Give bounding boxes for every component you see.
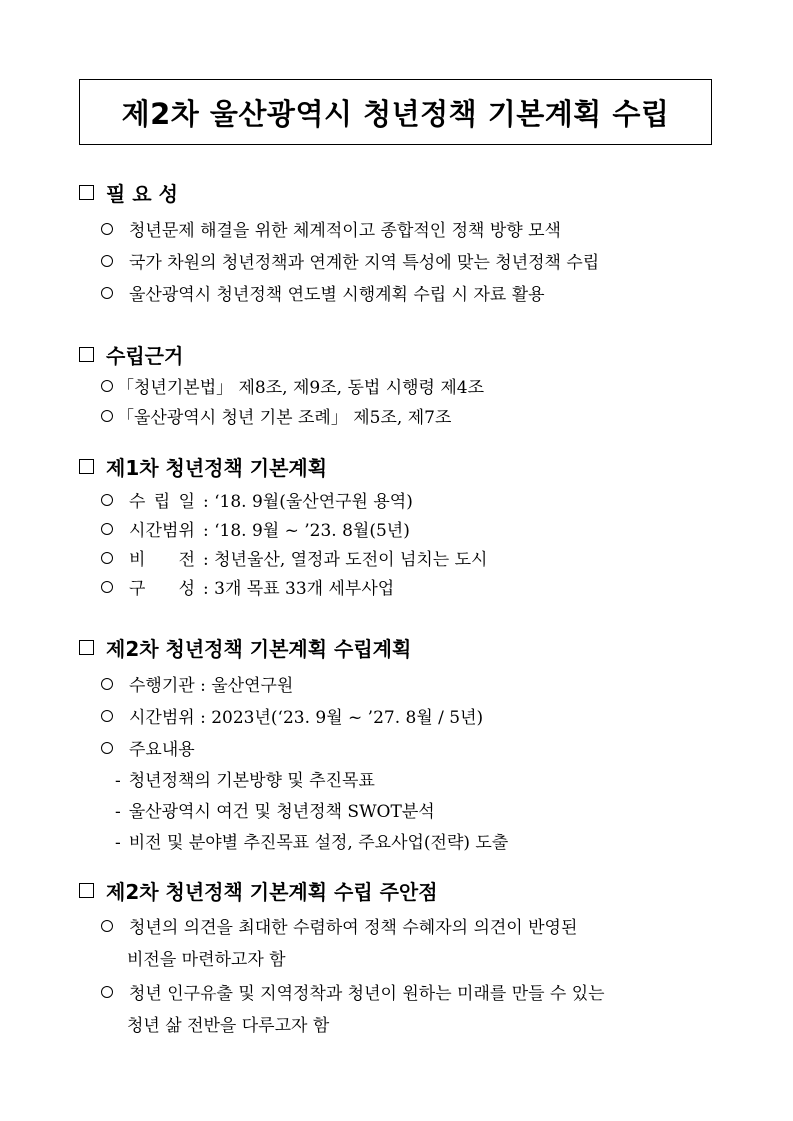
sub-list-item [115, 766, 375, 791]
list-item [101, 703, 483, 728]
list-item-text: 「울산광역시 청년 기본 조례」 제5조, 제7조 [117, 408, 452, 428]
dash-bullet: - [115, 771, 121, 791]
section-heading-need [79, 178, 178, 207]
sub-item-text: 청년정책의 기본방향 및 추진목표 [128, 771, 375, 791]
circle-bullet-icon [101, 380, 113, 392]
item-value: : 청년울산, 열정과 도전이 넘치는 도시 [203, 550, 488, 570]
list-item [101, 545, 487, 570]
square-bullet-icon [79, 883, 94, 898]
list-item [101, 248, 599, 273]
item-value: : 3개 목표 33개 세부사업 [203, 579, 395, 599]
label-char: 일 [178, 492, 195, 512]
item-label [129, 487, 195, 512]
section-heading-second-plan [79, 633, 411, 662]
list-item [101, 671, 293, 696]
list-item-continuation: 청년 삶 전반을 다루고자 함 [127, 1016, 330, 1036]
section-heading-basis [79, 340, 183, 369]
label-char: 간 [145, 521, 162, 541]
section-heading-text: 수립근거 [106, 344, 184, 368]
section-heading-text: 필 요 성 [106, 182, 178, 206]
circle-bullet-icon [101, 581, 113, 593]
list-item-text: 청년문제 해결을 위한 체계적이고 종합적인 정책 방향 모색 [129, 221, 561, 241]
list-item-text: 「청년기본법」 제8조, 제9조, 동법 시행령 제4조 [117, 378, 485, 398]
sub-item-text: 비전 및 분야별 추진목표 설정, 주요사업(전략) 도출 [128, 833, 509, 853]
list-item [101, 516, 410, 541]
circle-bullet-icon [101, 986, 113, 998]
list-item-text: 청년 인구유출 및 지역정착과 청년이 원하는 미래를 만들 수 있는 [129, 984, 605, 1004]
list-item [101, 979, 605, 1004]
list-item-text: 시간범위 : 2023년(‘23. 9월 ~ ’27. 8월 / 5년) [129, 708, 484, 728]
list-item [101, 373, 484, 398]
list-item-text: 수행기관 : 울산연구원 [129, 676, 294, 696]
label-char: 전 [178, 550, 195, 570]
circle-bullet-icon [101, 678, 113, 690]
label-char: 시 [129, 521, 146, 541]
list-item [101, 403, 451, 428]
list-item-text: 울산광역시 청년정책 연도별 시행계획 수립 시 자료 활용 [129, 285, 545, 305]
circle-bullet-icon [101, 223, 113, 235]
item-label [129, 516, 195, 541]
section-heading-notes [79, 876, 438, 905]
item-label [129, 574, 195, 599]
label-char: 립 [153, 492, 171, 512]
title-box [79, 79, 712, 145]
square-bullet-icon [79, 347, 94, 362]
square-bullet-icon [79, 459, 94, 474]
circle-bullet-icon [101, 742, 113, 754]
section-heading-first-plan [79, 452, 327, 481]
label-char: 비 [129, 550, 146, 570]
list-item [101, 487, 413, 512]
sub-item-text: 울산광역시 여건 및 청년정책 SWOT분석 [128, 802, 435, 822]
circle-bullet-icon [101, 920, 113, 932]
item-value: : ‘18. 9월(울산연구원 용역) [203, 492, 413, 512]
label-char: 범 [162, 521, 179, 541]
circle-bullet-icon [101, 287, 113, 299]
circle-bullet-icon [101, 710, 113, 722]
dash-bullet: - [115, 802, 121, 822]
square-bullet-icon [79, 640, 94, 655]
section-heading-text: 제1차 청년정책 기본계획 [106, 456, 328, 480]
list-item [101, 913, 577, 938]
label-char: 성 [178, 579, 195, 599]
sub-list-item [115, 797, 435, 822]
label-char: 위 [178, 521, 195, 541]
label-char: 수 [129, 492, 146, 512]
list-item-text: 주요내용 [129, 740, 195, 760]
section-heading-text: 제2차 청년정책 기본계획 수립계획 [106, 637, 412, 661]
list-item [101, 574, 394, 599]
list-item [101, 216, 561, 241]
list-item-text: 청년의 의견을 최대한 수렴하여 정책 수혜자의 의견이 반영된 [129, 918, 578, 938]
item-value: : ‘18. 9월 ~ ’23. 8월(5년) [203, 521, 410, 541]
circle-bullet-icon [101, 410, 113, 422]
list-item-continuation: 비전을 마련하고자 함 [127, 950, 286, 970]
square-bullet-icon [79, 185, 94, 200]
section-heading-text: 제2차 청년정책 기본계획 수립 주안점 [106, 880, 438, 904]
list-item-text: 국가 차원의 청년정책과 연계한 지역 특성에 맞는 청년정책 수립 [129, 253, 600, 273]
circle-bullet-icon [101, 494, 113, 506]
item-label [129, 545, 195, 570]
list-item [101, 735, 195, 760]
sub-list-item [115, 828, 508, 853]
label-char: 구 [129, 579, 146, 599]
circle-bullet-icon [101, 255, 113, 267]
document-title: 제2차 울산광역시 청년정책 기본계획 수립 [121, 96, 670, 131]
circle-bullet-icon [101, 523, 113, 535]
circle-bullet-icon [101, 552, 113, 564]
dash-bullet: - [115, 833, 121, 853]
list-item [101, 280, 545, 305]
